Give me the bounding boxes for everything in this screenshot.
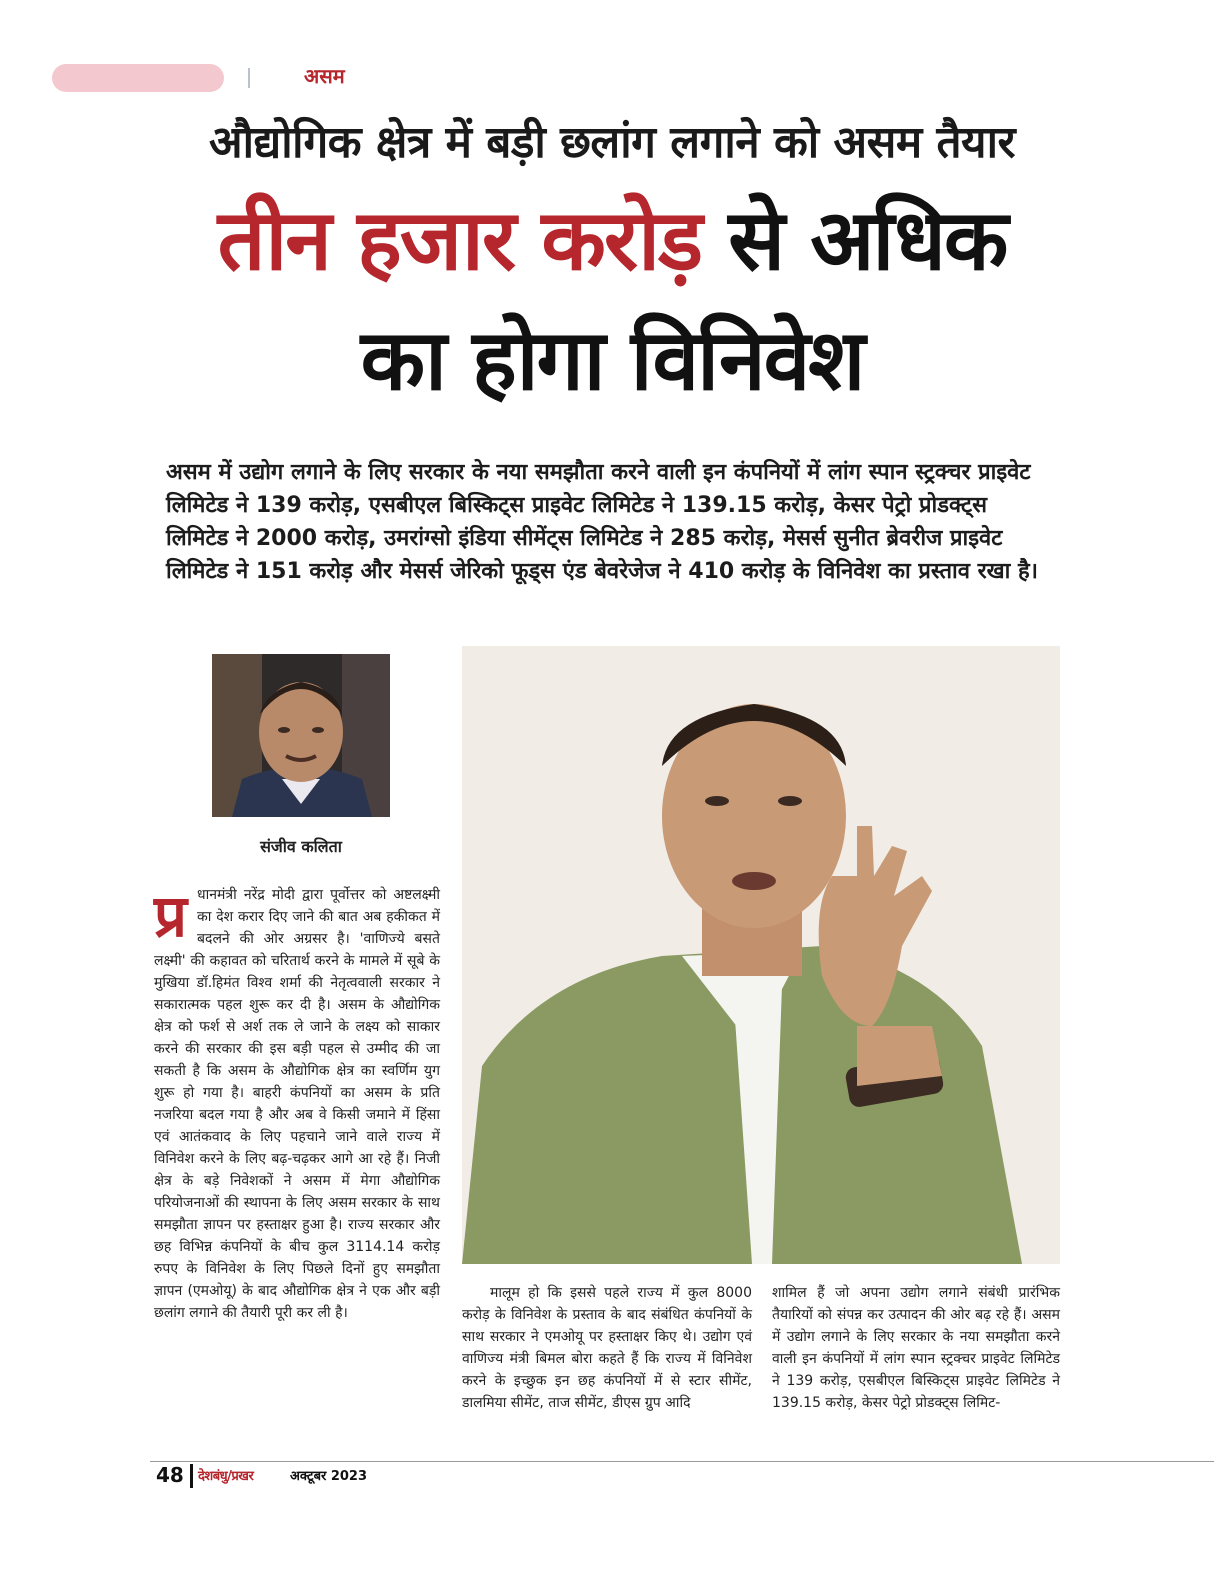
publication-logo: देशबंधु/प्रखर [198, 1469, 254, 1484]
footer-divider [190, 1464, 193, 1488]
section-divider [248, 68, 250, 88]
section-label: असम [304, 64, 345, 88]
author-name: संजीव कलिता [260, 837, 342, 856]
main-photo [462, 646, 1060, 1264]
page-number: 48 [156, 1463, 184, 1487]
headline-dark-part: से अधिक [728, 191, 1007, 289]
article-column-2: मालूम हो कि इससे पहले राज्य में कुल 8000 करोड़ के विनिवेश के प्रस्ताव के बाद संबंधित कंपनियों के साथ सरकार ने एमओयू पर हस्ताक्षर किए थे। उद्योग एवं वाणिज्य मंत्री बिमल बोरा कहते हैं कि राज्य में विनिवेश करने के इच्छुक इन छह कंपनियों में से स्टार सीमेंट, डालमिया सीमेंट, ताज सीमेंट, डीएस ग्रुप आदि [462, 1285, 752, 1411]
author-portrait-image [212, 654, 390, 817]
author-photo [212, 654, 390, 817]
main-headline-line-1 [0, 190, 1224, 290]
drop-cap: प्र [154, 882, 188, 950]
issue-date: अक्टूबर 2023 [290, 1469, 368, 1484]
main-headline-line-2: का होगा विनिवेश [360, 311, 864, 409]
headline-red-part: तीन हजार करोड़ [217, 191, 701, 289]
column-1-text: धानमंत्री नरेंद्र मोदी द्वारा पूर्वोत्तर को अष्टलक्ष्मी का देश करार दिए जाने की बात अब हकीकत में बदलने की ओर अग्रसर है। 'वाणिज्ये बसते लक्ष्मी' की कहावत को चरितार्थ करने के मामले में सूबे के मुखिया डॉ.हिमंत विश्व शर्मा की नेतृत्ववाली सरकार ने सकारात्मक पहल शुरू कर दी है। असम के औद्योगिक क्षेत्र को फर्श से अर्श तक ले जाने के लक्ष्य को साकार करने की सरकार की इस बड़ी पहल से उम्मीद की जा सकती है कि असम के औद्योगिक क्षेत्र का स्वर्णिम युग शुरू हो गया है। बाहरी कंपनियों का असम के प्रति नजरिया बदल गया है और अब वे किसी जमाने में हिंसा एवं आतंकवाद के लिए पहचाने जाने वाले राज्य में विनिवेश करने के लिए बढ़-चढ़कर आगे आ रहे हैं। निजी क्षेत्र के बड़े निवेशकों ने असम में मेगा औद्योगिक परियोजनाओं की स्थापना के लिए असम सरकार के साथ समझौता ज्ञापन पर हस्ताक्षर हुआ है। राज्य सरकार और छह विभिन्न कंपनियों के बीच कुल 3114.14 करोड़ रुपए के विनिवेश के लिए पिछले दिनों हुए समझौता ज्ञापन (एमओयू) के बाद औद्योगिक क्षेत्र ने एक और बड़ी छलांग लगाने की तैयारी पूरी कर ली है। [154, 887, 440, 1321]
article-column-3: शामिल हैं जो अपना उद्योग लगाने संबंधी प्रारंभिक तैयारियों को संपन्न कर उत्पादन की ओर बढ़ रहे हैं। असम में उद्योग लगाने के लिए सरकार के नया समझौता करने वाली इन कंपनियों में लांग स्पान स्ट्रक्चर प्राइवेट लिमिटेड ने 139 करोड़, एसबीएल बिस्किट्स प्राइवेट लिमिटेड ने 139.15 करोड़, केसर पेट्रो प्रोडक्ट्स लिमिट- [772, 1285, 1060, 1411]
speaker-photo-image [462, 646, 1060, 1264]
article-column-1 [154, 884, 440, 1324]
kicker-headline: औद्योगिक क्षेत्र में बड़ी छलांग लगाने को असम तैयार [209, 117, 1015, 168]
section-pill [52, 64, 224, 92]
footer-rule [150, 1461, 1214, 1462]
standfirst-paragraph: असम में उद्योग लगाने के लिए सरकार के नया समझौता करने वाली इन कंपनियों में लांग स्पान स्ट्रक्चर प्राइवेट लिमिटेड ने 139 करोड़, एसबीएल बिस्किट्स प्राइवेट लिमिटेड ने 139.15 करोड़, केसर पेट्रो प्रोडक्ट्स लिमिटेड ने 2000 करोड़, उमरांग्सो इंडिया सीमेंट्स लिमिटेड ने 285 करोड़, मेसर्स सुनीत ब्रेवरीज प्राइवेट लिमिटेड ने 151 करोड़ और मेसर्स जेरिको फूड्स एंड बेवरेजेज ने 410 करोड़ के विनिवेश का प्रस्ताव रखा है। [166, 460, 1038, 584]
